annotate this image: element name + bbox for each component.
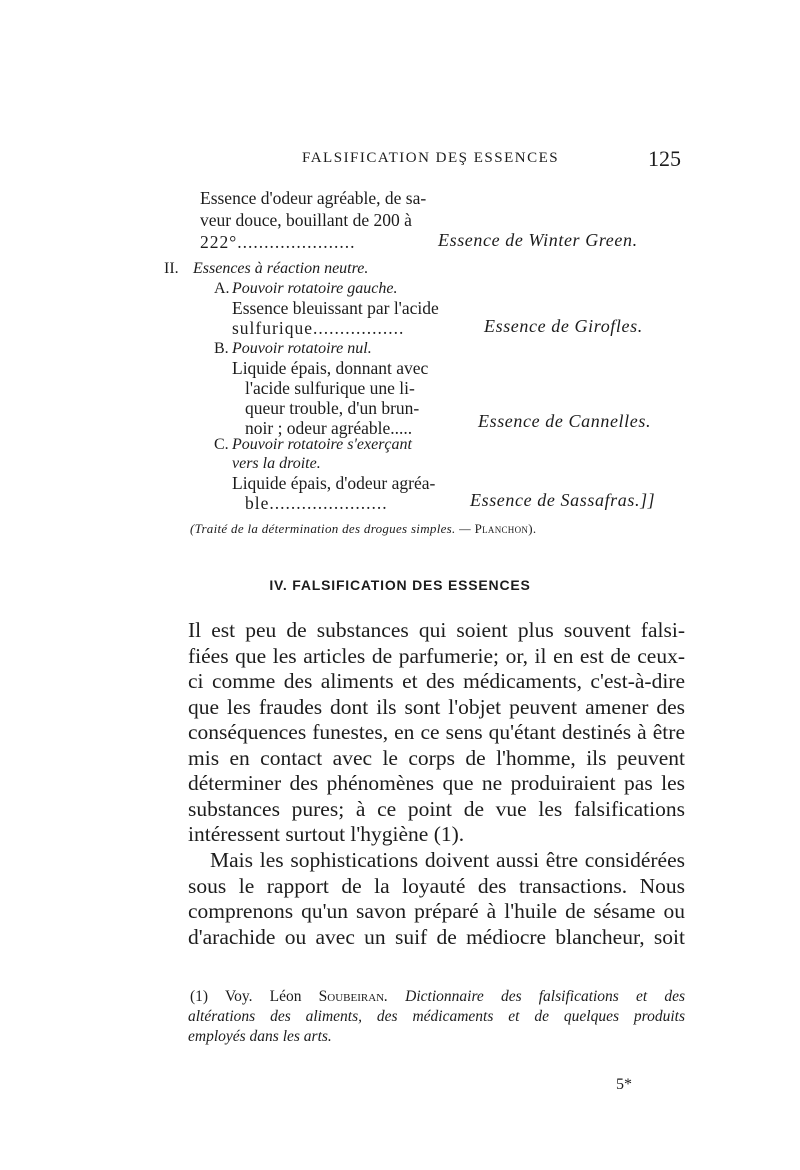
key-line: ble...................... xyxy=(245,493,388,513)
source-text: (Traité de la détermination des drogues simples. — xyxy=(190,521,475,536)
section-label: II. xyxy=(164,260,179,277)
section-title: Essences à réaction neutre. xyxy=(193,260,369,277)
key-line: sulfurique................. xyxy=(232,318,405,338)
key-line: Essence d'odeur agréable, de sa- xyxy=(200,188,427,208)
footnote-lead: (1) Voy. Léon xyxy=(190,988,319,1005)
result-cannelles: Essence de Cannelles. xyxy=(478,411,652,431)
result-girofles: Essence de Girofles. xyxy=(484,316,643,336)
footnote-line: altérations des aliments, des médicaments et de quelques produits xyxy=(188,1008,685,1025)
paragraph-line: d'arachide ou avec un suif de médiocre blancheur, soit xyxy=(188,924,685,949)
subsection-title: vers la droite. xyxy=(232,455,321,472)
key-line: Liquide épais, d'odeur agréa- xyxy=(232,473,436,493)
footnote-line xyxy=(188,987,685,1007)
source-close: ). xyxy=(528,521,537,536)
key-line: veur douce, bouillant de 200 à xyxy=(200,210,412,230)
subsection-label: C. xyxy=(214,436,229,453)
body-paragraph xyxy=(188,618,685,848)
section-heading: IV. FALSIFICATION DES ESSENCES xyxy=(269,577,531,593)
footnote-author: Soubeiran xyxy=(318,988,385,1005)
subsection-title: Pouvoir rotatoire gauche. xyxy=(232,280,398,297)
paragraph-line: conséquences funestes, en ce sens qu'étant destinés à être xyxy=(188,720,685,744)
paragraph-line: substances pures; à ce point de vue les falsifications xyxy=(188,796,685,821)
key-line: queur trouble, d'un brun- xyxy=(245,398,420,418)
result-sassafras: Essence de Sassafras.]] xyxy=(470,490,656,510)
subsection-label: B. xyxy=(214,340,229,357)
key-line: Essence bleuissant par l'acide xyxy=(232,298,439,318)
subsection-label: A. xyxy=(214,280,230,297)
key-line: 222°...................... xyxy=(200,232,356,252)
footnote xyxy=(188,987,685,1047)
paragraph-line: mis en contact avec le corps de l'homme, ils peuvent xyxy=(188,745,685,770)
paragraph-line: Mais les sophistications doivent aussi être considérées xyxy=(210,848,685,872)
footnote-line: employés dans les arts. xyxy=(188,1028,332,1045)
footnote-title: . Dictionnaire des falsifications et des xyxy=(384,988,685,1005)
body-paragraph xyxy=(188,848,685,950)
subsection-title: Pouvoir rotatoire nul. xyxy=(232,340,372,357)
signature-mark: 5* xyxy=(616,1076,632,1093)
page-number: 125 xyxy=(648,146,681,171)
paragraph-line: fiées que les articles de parfumerie; or, il en est de ceux- xyxy=(188,643,685,668)
key-line: noir ; odeur agréable..... xyxy=(245,418,413,438)
paragraph-line: Il est peu de substances qui soient plus souvent falsi- xyxy=(188,618,685,642)
result-winter-green: Essence de Winter Green. xyxy=(438,230,638,250)
key-line: l'acide sulfurique une li- xyxy=(245,378,415,398)
paragraph-line: déterminer des phénomènes que ne produiraient pas les xyxy=(188,771,685,795)
key-line: Liquide épais, donnant avec xyxy=(232,358,429,378)
subsection-title: Pouvoir rotatoire s'exerçant xyxy=(232,436,412,453)
paragraph-line: ci comme des aliments et des médicaments, c'est-à-dire xyxy=(188,669,685,693)
paragraph-line: intéressent surtout l'hygiène (1). xyxy=(188,822,465,846)
paragraph-line: comprenons qu'un savon préparé à l'huile de sésame ou xyxy=(188,899,685,923)
paragraph-line: que les fraudes dont ils sont l'objet peuvent amener des xyxy=(188,694,685,719)
source-author: Planchon xyxy=(474,521,529,536)
source-citation xyxy=(190,521,536,537)
paragraph-line: sous le rapport de la loyauté des transactions. Nous xyxy=(188,873,685,898)
running-title: FALSIFICATION DEŞ ESSENCES xyxy=(302,150,560,166)
